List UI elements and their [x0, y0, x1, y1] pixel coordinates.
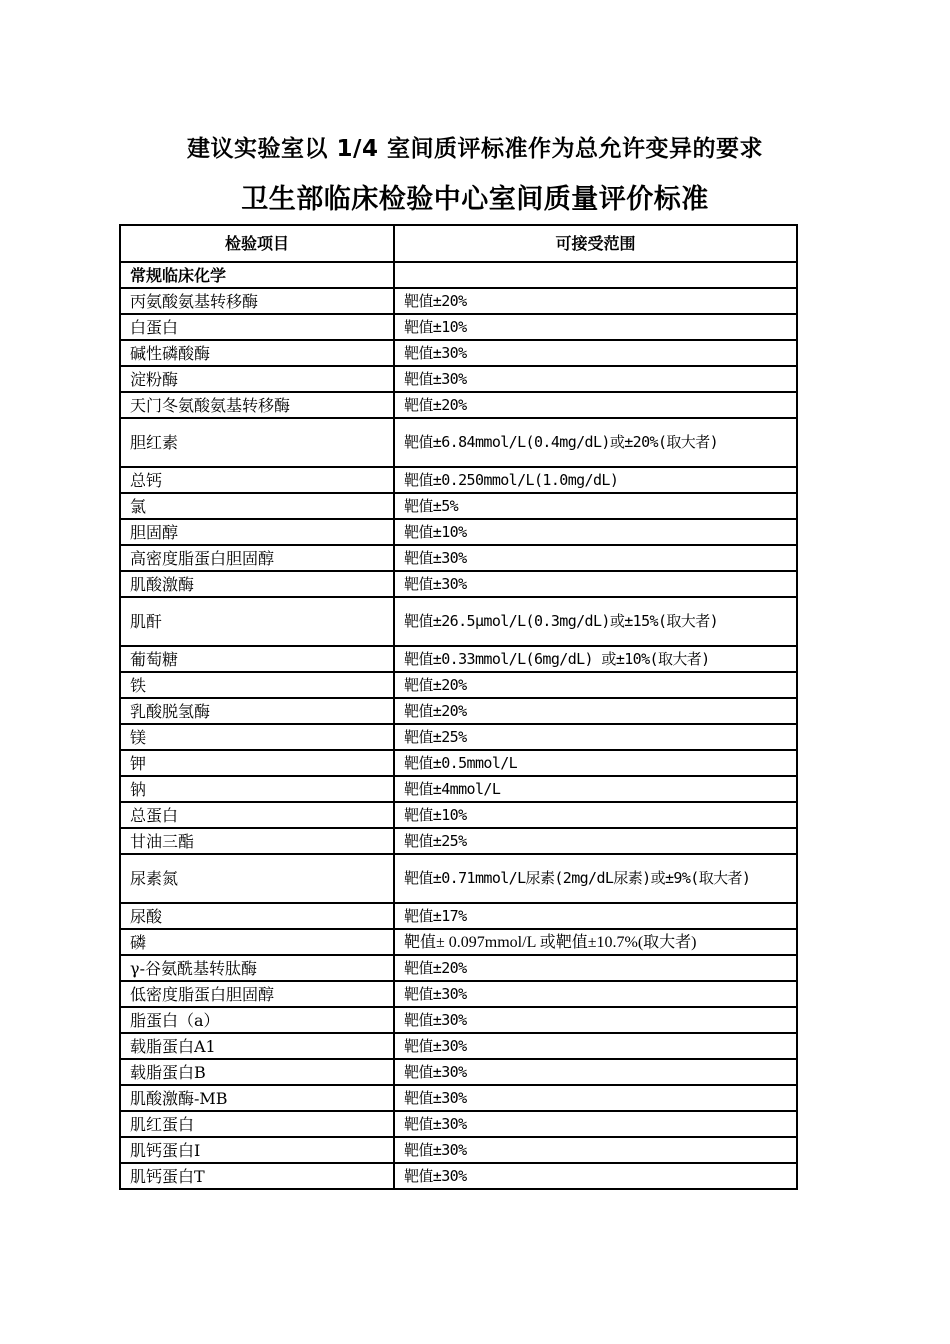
test-item-cell: 氯: [120, 493, 394, 519]
test-item-cell: 丙氨酸氨基转移酶: [120, 288, 394, 314]
test-item-cell: 钠: [120, 776, 394, 802]
acceptable-range-cell: 靶值±10%: [394, 314, 797, 340]
acceptable-range-cell: 靶值±30%: [394, 545, 797, 571]
table-row: [120, 1085, 797, 1111]
table-row: [120, 672, 797, 698]
test-item-cell: 尿酸: [120, 903, 394, 929]
table-row: [120, 828, 797, 854]
acceptable-range-cell: 靶值±10%: [394, 802, 797, 828]
test-item-cell: 脂蛋白（a）: [120, 1007, 394, 1033]
table-row: [120, 519, 797, 545]
table-row: [120, 1111, 797, 1137]
table-row: [120, 545, 797, 571]
table-row: [120, 597, 797, 646]
test-item-cell: 钾: [120, 750, 394, 776]
acceptable-range-cell: 靶值±30%: [394, 1085, 797, 1111]
acceptable-range-cell: 靶值±30%: [394, 1033, 797, 1059]
table-row: [120, 1059, 797, 1085]
table-row: [120, 493, 797, 519]
test-item-cell: 肌红蛋白: [120, 1111, 394, 1137]
test-item-cell: 高密度脂蛋白胆固醇: [120, 545, 394, 571]
test-item-cell: 载脂蛋白B: [120, 1059, 394, 1085]
table-row: [120, 903, 797, 929]
test-item-cell: 尿素氮: [120, 854, 394, 903]
table-row: [120, 288, 797, 314]
test-item-cell: 肌钙蛋白I: [120, 1137, 394, 1163]
acceptable-range-cell: 靶值±4mmol/L: [394, 776, 797, 802]
test-item-cell: 载脂蛋白A1: [120, 1033, 394, 1059]
table-header-row: [120, 225, 797, 262]
test-item-cell: 碱性磷酸酶: [120, 340, 394, 366]
test-item-cell: 肌酐: [120, 597, 394, 646]
test-item-cell: 总钙: [120, 467, 394, 493]
acceptable-range-cell: 靶值±25%: [394, 828, 797, 854]
table-row: [120, 392, 797, 418]
acceptable-range-cell: 靶值±30%: [394, 1007, 797, 1033]
document-subtitle: 建议实验室以 1/4 室间质评标准作为总允许变异的要求: [187, 136, 763, 162]
test-item-cell: 总蛋白: [120, 802, 394, 828]
acceptable-range-cell: 靶值± 0.097mmol/L 或靶值±10.7%(取大者): [394, 929, 797, 955]
acceptable-range-cell: 靶值±0.5mmol/L: [394, 750, 797, 776]
acceptable-range-cell: 靶值±30%: [394, 571, 797, 597]
table-row: [120, 314, 797, 340]
table-row: [120, 929, 797, 955]
document-title: 卫生部临床检验中心室间质量评价标准: [241, 184, 709, 215]
acceptable-range-cell: 靶值±5%: [394, 493, 797, 519]
test-item-cell: 甘油三酯: [120, 828, 394, 854]
table-row: [120, 1033, 797, 1059]
acceptable-range-cell: 靶值±30%: [394, 1059, 797, 1085]
test-item-cell: 白蛋白: [120, 314, 394, 340]
acceptable-range-cell: 靶值±0.71mmol/L尿素(2mg/dL尿素)或±9%(取大者): [394, 854, 797, 903]
table-row: [120, 467, 797, 493]
test-item-cell: 肌钙蛋白T: [120, 1163, 394, 1189]
acceptable-range-cell: 靶值±30%: [394, 366, 797, 392]
table-row: [120, 802, 797, 828]
acceptable-range-cell: 靶值±0.250mmol/L(1.0mg/dL): [394, 467, 797, 493]
column-header-range: 可接受范围: [394, 225, 797, 262]
acceptable-range-cell: 靶值±30%: [394, 981, 797, 1007]
acceptable-range-cell: 靶值±25%: [394, 724, 797, 750]
acceptable-range-cell: 靶值±10%: [394, 519, 797, 545]
acceptable-range-cell: 靶值±30%: [394, 340, 797, 366]
table-row: [120, 750, 797, 776]
acceptable-range-cell: 靶值±30%: [394, 1137, 797, 1163]
acceptable-range-cell: 靶值±17%: [394, 903, 797, 929]
acceptable-range-cell: 靶值±26.5μmol/L(0.3mg/dL)或±15%(取大者): [394, 597, 797, 646]
test-item-cell: 肌酸激酶-MB: [120, 1085, 394, 1111]
acceptable-range-cell: 靶值±6.84mmol/L(0.4mg/dL)或±20%(取大者): [394, 418, 797, 467]
table-row: [120, 646, 797, 672]
test-item-cell: 胆红素: [120, 418, 394, 467]
acceptable-range-cell: 靶值±30%: [394, 1111, 797, 1137]
table-row: [120, 1163, 797, 1189]
table-row: [120, 724, 797, 750]
test-item-cell: 铁: [120, 672, 394, 698]
table-row: [120, 418, 797, 467]
test-item-cell: 肌酸激酶: [120, 571, 394, 597]
table-row: [120, 955, 797, 981]
test-item-cell: 低密度脂蛋白胆固醇: [120, 981, 394, 1007]
test-item-cell: 天门冬氨酸氨基转移酶: [120, 392, 394, 418]
test-item-cell: γ-谷氨酰基转肽酶: [120, 955, 394, 981]
table-row: [120, 1007, 797, 1033]
eqa-standards-table: [119, 224, 798, 1190]
column-header-item: 检验项目: [120, 225, 394, 262]
acceptable-range-cell: 靶值±30%: [394, 1163, 797, 1189]
acceptable-range-cell: 靶值±20%: [394, 392, 797, 418]
acceptable-range-cell: 靶值±20%: [394, 955, 797, 981]
test-item-cell: 镁: [120, 724, 394, 750]
table-row: [120, 981, 797, 1007]
acceptable-range-cell: 靶值±20%: [394, 698, 797, 724]
section-title: 常规临床化学: [120, 262, 394, 288]
acceptable-range-cell: 靶值±0.33mmol/L(6mg/dL) 或±10%(取大者): [394, 646, 797, 672]
table-row: [120, 698, 797, 724]
table-row: [120, 776, 797, 802]
test-item-cell: 葡萄糖: [120, 646, 394, 672]
table-row: [120, 571, 797, 597]
test-item-cell: 淀粉酶: [120, 366, 394, 392]
test-item-cell: 乳酸脱氢酶: [120, 698, 394, 724]
acceptable-range-cell: 靶值±20%: [394, 288, 797, 314]
table-row: [120, 366, 797, 392]
section-row: [120, 262, 797, 288]
acceptable-range-cell: 靶值±20%: [394, 672, 797, 698]
table-row: [120, 854, 797, 903]
section-empty-cell: [394, 262, 797, 288]
test-item-cell: 磷: [120, 929, 394, 955]
table-row: [120, 340, 797, 366]
table-row: [120, 1137, 797, 1163]
test-item-cell: 胆固醇: [120, 519, 394, 545]
